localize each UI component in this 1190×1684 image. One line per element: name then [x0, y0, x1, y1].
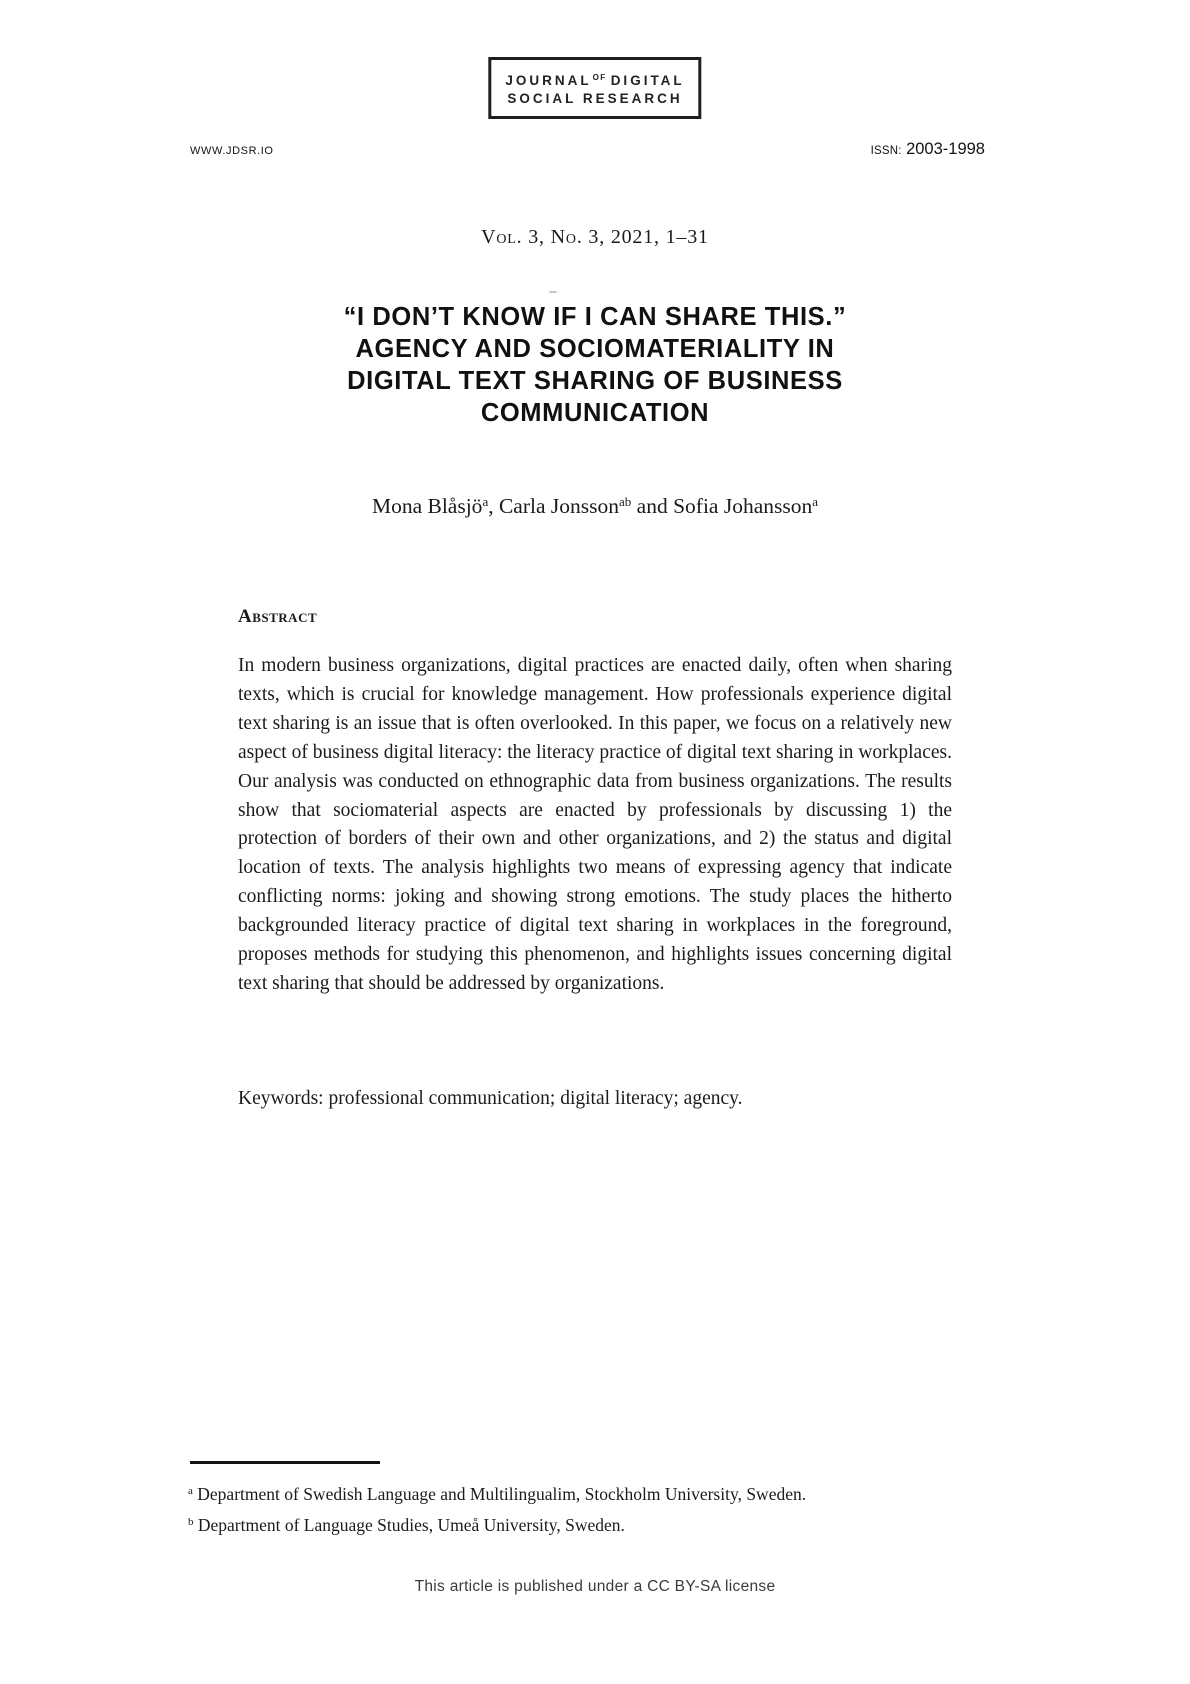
article-title	[0, 301, 1190, 429]
issn	[871, 140, 985, 159]
footnote-a-text: Department of Swedish Language and Multilingualim, Stockholm University, Sweden.	[197, 1484, 807, 1504]
journal-logo	[488, 57, 701, 119]
issn-value: 2003-1998	[906, 140, 985, 158]
footnote-a	[188, 1477, 1000, 1508]
license-statement: This article is published under a CC BY-SA license	[414, 1578, 776, 1595]
logo-word-journal: JOURNAL	[505, 73, 592, 88]
logo-word-of: OF	[592, 73, 607, 82]
footnote-b	[188, 1508, 1000, 1539]
article-title-line-1: “I DON’T KNOW IF I CAN SHARE THIS.”	[343, 303, 847, 331]
article-title-line-3: DIGITAL TEXT SHARING OF BUSINESS	[347, 367, 843, 395]
author-name-1: Mona Blåsjö	[371, 494, 483, 518]
issn-label: ISSN:	[870, 145, 902, 157]
print-artifact-dash	[549, 291, 557, 293]
author-2-affiliation-marker: ab	[619, 494, 632, 509]
author-1-affiliation-marker: a	[482, 494, 489, 509]
article-title-line-2: AGENCY AND SOCIOMATERIALITY IN	[355, 335, 835, 363]
authors-line	[0, 494, 1190, 519]
keywords-line: Keywords: professional communication; digital literacy; agency.	[238, 1088, 743, 1109]
footnote-a-marker: a	[188, 1485, 193, 1497]
author-3-affiliation-marker: a	[812, 494, 819, 509]
authors-separator-2: and	[631, 494, 674, 518]
journal-logo-line2: SOCIAL RESEARCH	[507, 91, 683, 106]
article-title-line-4: COMMUNICATION	[480, 399, 710, 427]
footnote-b-text: Department of Language Studies, Umeå University, Sweden.	[197, 1515, 625, 1535]
author-name-2: Carla Jonsson	[498, 494, 620, 518]
abstract-text: In modern business organizations, digital practices are enacted daily, often when sharing texts, which is crucial for knowledge management. How professionals experience digital text sharing is an issue that is often overlooked. In this paper, we focus on a relatively new aspect of business digital literacy: the literacy practice of digital text sharing in workplaces. Our analysis was conducted on ethnographic data from business organizations. The results show that sociomaterial aspects are enacted by professionals by discussing 1) the protection of borders of their own and other organizations, and 2) the status and digital location of texts. The analysis highlights two means of expressing agency that indicate conflicting norms: joking and showing strong emotions. The study places the hitherto backgrounded literacy practice of digital text sharing in workplaces in the foreground, proposes methods for studying this phenomenon, and highlights issues concerning digital text sharing that should be addressed by organizations.	[238, 655, 952, 994]
footnote-b-marker: b	[188, 1516, 194, 1528]
footnote-separator-rule	[190, 1461, 380, 1464]
author-name-3: Sofia Johansson	[673, 494, 813, 518]
authors-separator-1: ,	[488, 494, 499, 518]
header-meta-row	[190, 140, 985, 159]
volume-issue-line: Vol. 3, No. 3, 2021, 1–31	[481, 226, 709, 248]
logo-word-digital: DIGITAL	[610, 73, 685, 88]
journal-logo-line1	[505, 69, 684, 90]
journal-website-url: WWW.JDSR.IO	[190, 145, 274, 157]
footnotes	[188, 1477, 1000, 1539]
abstract-heading: Abstract	[238, 606, 318, 627]
